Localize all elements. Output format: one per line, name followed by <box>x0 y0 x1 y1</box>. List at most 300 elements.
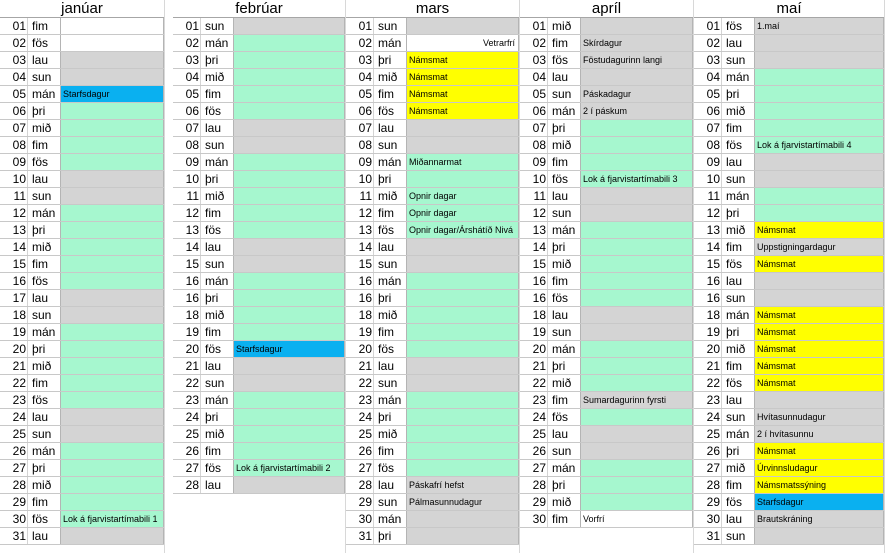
day-number[interactable]: 03 <box>0 52 28 68</box>
weekday-cell[interactable]: lau <box>726 512 743 526</box>
day-number[interactable]: 11 <box>0 188 28 204</box>
weekday-cell[interactable]: lau <box>726 274 743 288</box>
day-number[interactable]: 30 <box>346 511 374 527</box>
weekday-cell[interactable]: þri <box>552 478 566 492</box>
note-cell[interactable] <box>406 392 519 408</box>
note-cell[interactable] <box>60 494 164 510</box>
day-number[interactable]: 18 <box>0 307 28 323</box>
note-cell[interactable]: Brautskráning <box>754 511 884 527</box>
day-number[interactable]: 04 <box>694 69 722 85</box>
day-number[interactable]: 19 <box>520 324 548 340</box>
weekday-cell[interactable]: þri <box>726 206 740 220</box>
weekday-cell[interactable]: þri <box>205 291 219 305</box>
day-number[interactable]: 28 <box>0 477 28 493</box>
note-cell[interactable] <box>233 35 345 51</box>
weekday-cell[interactable]: mið <box>552 495 572 509</box>
weekday-cell[interactable]: fös <box>32 155 49 169</box>
note-cell[interactable] <box>406 409 519 425</box>
note-cell[interactable] <box>60 69 164 85</box>
day-number[interactable]: 11 <box>173 188 201 204</box>
weekday-cell[interactable]: mið <box>726 342 746 356</box>
weekday-cell[interactable]: mið <box>552 257 572 271</box>
day-number[interactable]: 30 <box>520 511 548 527</box>
weekday-cell[interactable]: mán <box>378 512 402 526</box>
day-number[interactable]: 22 <box>173 375 201 391</box>
note-cell[interactable]: Opnir dagar/Árshátíð Nivá <box>406 222 519 238</box>
note-cell[interactable] <box>754 290 884 306</box>
day-number[interactable]: 29 <box>346 494 374 510</box>
weekday-cell[interactable]: sun <box>726 529 746 543</box>
day-number[interactable]: 05 <box>0 86 28 102</box>
day-number[interactable]: 27 <box>173 460 201 476</box>
note-cell[interactable] <box>233 392 345 408</box>
weekday-cell[interactable]: fim <box>205 206 221 220</box>
note-cell[interactable]: Námsmat <box>406 69 519 85</box>
note-cell[interactable] <box>580 307 693 323</box>
day-number[interactable]: 05 <box>346 86 374 102</box>
day-number[interactable]: 01 <box>694 18 722 34</box>
note-cell[interactable]: Lok á fjarvistartímabili 3 <box>580 171 693 187</box>
day-number[interactable]: 29 <box>0 494 28 510</box>
day-number[interactable]: 05 <box>173 86 201 102</box>
note-cell[interactable] <box>233 324 345 340</box>
note-cell[interactable]: Skírdagur <box>580 35 693 51</box>
weekday-cell[interactable]: þri <box>552 121 566 135</box>
day-number[interactable]: 28 <box>346 477 374 493</box>
day-number[interactable]: 22 <box>0 375 28 391</box>
note-cell[interactable]: 1.maí <box>754 18 884 34</box>
weekday-cell[interactable]: fös <box>726 19 743 33</box>
note-cell[interactable]: Námsmat <box>754 324 884 340</box>
weekday-cell[interactable]: fim <box>205 87 221 101</box>
weekday-cell[interactable]: fim <box>32 376 48 390</box>
day-number[interactable]: 16 <box>346 290 374 306</box>
day-number[interactable]: 23 <box>520 392 548 408</box>
note-cell[interactable] <box>406 341 519 357</box>
note-cell[interactable] <box>754 120 884 136</box>
note-cell[interactable]: Námsmat <box>754 256 884 272</box>
day-number[interactable]: 15 <box>346 256 374 272</box>
day-number[interactable]: 12 <box>346 205 374 221</box>
note-cell[interactable] <box>406 358 519 374</box>
day-number[interactable]: 10 <box>694 171 722 187</box>
day-number[interactable]: 31 <box>346 528 374 544</box>
note-cell[interactable] <box>233 426 345 442</box>
weekday-cell[interactable]: fim <box>378 87 394 101</box>
day-number[interactable]: 14 <box>694 239 722 255</box>
weekday-cell[interactable]: sun <box>726 291 746 305</box>
day-number[interactable]: 14 <box>346 239 374 255</box>
note-cell[interactable] <box>60 409 164 425</box>
note-cell[interactable] <box>580 273 693 289</box>
note-cell[interactable] <box>233 171 345 187</box>
weekday-cell[interactable]: fös <box>552 410 569 424</box>
day-number[interactable]: 09 <box>173 154 201 170</box>
note-cell[interactable]: Sumardagurinn fyrsti <box>580 392 693 408</box>
weekday-cell[interactable]: fim <box>726 121 742 135</box>
note-cell[interactable]: Vorfrí <box>580 511 693 527</box>
weekday-cell[interactable]: þri <box>552 240 566 254</box>
weekday-cell[interactable]: sun <box>726 53 746 67</box>
day-number[interactable]: 16 <box>346 273 374 289</box>
day-number[interactable]: 07 <box>173 120 201 136</box>
note-cell[interactable]: Vetrarfrí <box>406 35 519 51</box>
note-cell[interactable] <box>233 358 345 374</box>
weekday-cell[interactable]: sun <box>32 427 52 441</box>
note-cell[interactable]: Námsmatssýning <box>754 477 884 493</box>
note-cell[interactable] <box>406 290 519 306</box>
weekday-cell[interactable]: sun <box>205 138 225 152</box>
note-cell[interactable] <box>406 511 519 527</box>
day-number[interactable]: 26 <box>694 443 722 459</box>
weekday-cell[interactable]: lau <box>378 240 395 254</box>
weekday-cell[interactable]: mið <box>378 427 398 441</box>
weekday-cell[interactable]: fös <box>32 36 49 50</box>
day-number[interactable]: 23 <box>346 392 374 408</box>
weekday-cell[interactable]: fös <box>726 257 743 271</box>
note-cell[interactable] <box>60 290 164 306</box>
day-number[interactable]: 11 <box>520 188 548 204</box>
weekday-cell[interactable]: þri <box>378 53 392 67</box>
note-cell[interactable] <box>580 341 693 357</box>
note-cell[interactable] <box>406 324 519 340</box>
day-number[interactable]: 21 <box>346 358 374 374</box>
weekday-cell[interactable]: mán <box>378 36 402 50</box>
note-cell[interactable] <box>406 171 519 187</box>
note-cell[interactable] <box>406 426 519 442</box>
day-number[interactable]: 18 <box>520 307 548 323</box>
day-number[interactable]: 16 <box>173 273 201 289</box>
note-cell[interactable] <box>60 426 164 442</box>
weekday-cell[interactable]: lau <box>205 121 222 135</box>
day-number[interactable]: 25 <box>173 426 201 442</box>
weekday-cell[interactable]: fim <box>552 512 568 526</box>
day-number[interactable]: 25 <box>694 426 722 442</box>
weekday-cell[interactable]: mán <box>726 70 750 84</box>
weekday-cell[interactable]: fös <box>378 342 395 356</box>
weekday-cell[interactable]: fös <box>378 104 395 118</box>
note-cell[interactable] <box>580 256 693 272</box>
note-cell[interactable] <box>233 86 345 102</box>
weekday-cell[interactable]: fös <box>205 342 222 356</box>
note-cell[interactable]: Pálmasunnudagur <box>406 494 519 510</box>
day-number[interactable]: 12 <box>520 205 548 221</box>
weekday-cell[interactable]: lau <box>726 393 743 407</box>
weekday-cell[interactable]: fös <box>726 138 743 152</box>
note-cell[interactable] <box>60 392 164 408</box>
note-cell[interactable]: Úrvinnsludagur <box>754 460 884 476</box>
day-number[interactable]: 13 <box>0 222 28 238</box>
day-number[interactable]: 01 <box>520 18 548 34</box>
note-cell[interactable] <box>233 52 345 68</box>
note-cell[interactable] <box>580 205 693 221</box>
day-number[interactable]: 03 <box>694 52 722 68</box>
day-number[interactable]: 09 <box>346 154 374 170</box>
note-cell[interactable] <box>60 460 164 476</box>
note-cell[interactable] <box>60 256 164 272</box>
day-number[interactable]: 09 <box>694 154 722 170</box>
day-number[interactable]: 12 <box>173 205 201 221</box>
day-number[interactable]: 25 <box>346 426 374 442</box>
note-cell[interactable] <box>754 392 884 408</box>
note-cell[interactable] <box>233 307 345 323</box>
weekday-cell[interactable]: fim <box>552 393 568 407</box>
note-cell[interactable]: Starfsdagur <box>60 86 164 102</box>
day-number[interactable]: 04 <box>346 69 374 85</box>
weekday-cell[interactable]: mán <box>378 155 402 169</box>
weekday-cell[interactable]: lau <box>205 478 222 492</box>
note-cell[interactable]: 2 í hvítasunnu <box>754 426 884 442</box>
weekday-cell[interactable]: lau <box>32 291 49 305</box>
note-cell[interactable] <box>580 443 693 459</box>
weekday-cell[interactable]: sun <box>32 70 52 84</box>
weekday-cell[interactable]: mið <box>552 19 572 33</box>
note-cell[interactable] <box>754 154 884 170</box>
weekday-cell[interactable]: mið <box>205 70 225 84</box>
weekday-cell[interactable]: mán <box>378 393 402 407</box>
note-cell[interactable]: Opnir dagar <box>406 188 519 204</box>
weekday-cell[interactable]: fim <box>205 444 221 458</box>
weekday-cell[interactable]: fös <box>552 291 569 305</box>
weekday-cell[interactable]: sun <box>205 19 225 33</box>
day-number[interactable]: 15 <box>694 256 722 272</box>
weekday-cell[interactable]: þri <box>205 172 219 186</box>
weekday-cell[interactable]: lau <box>378 359 395 373</box>
weekday-cell[interactable]: lau <box>32 53 49 67</box>
note-cell[interactable]: Miðannarmat <box>406 154 519 170</box>
note-cell[interactable] <box>580 324 693 340</box>
day-number[interactable]: 21 <box>694 358 722 374</box>
day-number[interactable]: 20 <box>0 341 28 357</box>
day-number[interactable]: 25 <box>0 426 28 442</box>
note-cell[interactable]: Námsmat <box>754 307 884 323</box>
weekday-cell[interactable]: sun <box>378 495 398 509</box>
weekday-cell[interactable]: mið <box>32 478 52 492</box>
weekday-cell[interactable]: sun <box>378 376 398 390</box>
day-number[interactable]: 04 <box>520 69 548 85</box>
day-number[interactable]: 23 <box>0 392 28 408</box>
day-number[interactable]: 24 <box>173 409 201 425</box>
note-cell[interactable] <box>233 103 345 119</box>
day-number[interactable]: 13 <box>346 222 374 238</box>
day-number[interactable]: 08 <box>173 137 201 153</box>
weekday-cell[interactable]: þri <box>378 172 392 186</box>
note-cell[interactable] <box>233 120 345 136</box>
day-number[interactable]: 27 <box>694 460 722 476</box>
note-cell[interactable] <box>233 69 345 85</box>
weekday-cell[interactable]: mið <box>205 189 225 203</box>
day-number[interactable]: 18 <box>346 307 374 323</box>
note-cell[interactable] <box>580 290 693 306</box>
weekday-cell[interactable]: mán <box>552 342 576 356</box>
note-cell[interactable] <box>754 273 884 289</box>
note-cell[interactable]: Starfsdagur <box>754 494 884 510</box>
weekday-cell[interactable]: mán <box>32 325 56 339</box>
weekday-cell[interactable]: lau <box>378 478 395 492</box>
day-number[interactable]: 15 <box>173 256 201 272</box>
weekday-cell[interactable]: fim <box>32 138 48 152</box>
day-number[interactable]: 27 <box>520 460 548 476</box>
weekday-cell[interactable]: lau <box>32 529 49 543</box>
weekday-cell[interactable]: mán <box>726 189 750 203</box>
note-cell[interactable]: Uppstigningardagur <box>754 239 884 255</box>
weekday-cell[interactable]: þri <box>205 410 219 424</box>
day-number[interactable]: 07 <box>0 120 28 136</box>
weekday-cell[interactable]: þri <box>32 223 46 237</box>
note-cell[interactable]: Páskafrí hefst <box>406 477 519 493</box>
note-cell[interactable] <box>233 18 345 34</box>
weekday-cell[interactable]: mið <box>378 308 398 322</box>
note-cell[interactable] <box>233 137 345 153</box>
note-cell[interactable] <box>60 324 164 340</box>
note-cell[interactable] <box>580 477 693 493</box>
day-number[interactable]: 22 <box>520 375 548 391</box>
note-cell[interactable] <box>580 494 693 510</box>
weekday-cell[interactable]: fim <box>726 240 742 254</box>
note-cell[interactable] <box>754 205 884 221</box>
note-cell[interactable] <box>60 103 164 119</box>
note-cell[interactable]: Páskadagur <box>580 86 693 102</box>
day-number[interactable]: 07 <box>694 120 722 136</box>
note-cell[interactable]: Lok á fjarvistartímabili 1 <box>60 511 164 527</box>
day-number[interactable]: 13 <box>173 222 201 238</box>
note-cell[interactable]: Námsmat <box>754 443 884 459</box>
note-cell[interactable] <box>406 18 519 34</box>
note-cell[interactable] <box>406 528 519 544</box>
day-number[interactable]: 20 <box>520 341 548 357</box>
day-number[interactable]: 04 <box>173 69 201 85</box>
day-number[interactable]: 08 <box>694 137 722 153</box>
weekday-cell[interactable]: fim <box>205 325 221 339</box>
note-cell[interactable] <box>580 239 693 255</box>
weekday-cell[interactable]: þri <box>32 104 46 118</box>
note-cell[interactable] <box>406 443 519 459</box>
day-number[interactable]: 19 <box>173 324 201 340</box>
weekday-cell[interactable]: mið <box>205 308 225 322</box>
weekday-cell[interactable]: mið <box>205 427 225 441</box>
note-cell[interactable] <box>60 35 164 51</box>
note-cell[interactable] <box>754 188 884 204</box>
weekday-cell[interactable]: lau <box>32 172 49 186</box>
note-cell[interactable] <box>60 443 164 459</box>
note-cell[interactable] <box>60 171 164 187</box>
weekday-cell[interactable]: mán <box>552 104 576 118</box>
day-number[interactable]: 16 <box>0 273 28 289</box>
note-cell[interactable] <box>233 290 345 306</box>
weekday-cell[interactable]: mið <box>32 359 52 373</box>
weekday-cell[interactable]: þri <box>378 529 392 543</box>
weekday-cell[interactable]: mán <box>378 274 402 288</box>
note-cell[interactable] <box>580 358 693 374</box>
day-number[interactable]: 19 <box>694 324 722 340</box>
note-cell[interactable] <box>406 239 519 255</box>
day-number[interactable]: 08 <box>520 137 548 153</box>
note-cell[interactable] <box>60 307 164 323</box>
day-number[interactable]: 20 <box>346 341 374 357</box>
note-cell[interactable] <box>754 52 884 68</box>
weekday-cell[interactable]: fös <box>32 393 49 407</box>
note-cell[interactable] <box>580 222 693 238</box>
weekday-cell[interactable]: þri <box>726 87 740 101</box>
weekday-cell[interactable]: fim <box>378 444 394 458</box>
day-number[interactable]: 23 <box>173 392 201 408</box>
weekday-cell[interactable]: lau <box>552 70 569 84</box>
note-cell[interactable] <box>406 273 519 289</box>
weekday-cell[interactable]: þri <box>378 291 392 305</box>
weekday-cell[interactable]: fim <box>552 274 568 288</box>
day-number[interactable]: 18 <box>694 307 722 323</box>
day-number[interactable]: 24 <box>0 409 28 425</box>
weekday-cell[interactable]: mán <box>726 427 750 441</box>
day-number[interactable]: 10 <box>173 171 201 187</box>
day-number[interactable]: 11 <box>346 188 374 204</box>
weekday-cell[interactable]: mán <box>726 308 750 322</box>
weekday-cell[interactable]: þri <box>205 53 219 67</box>
weekday-cell[interactable]: fim <box>552 36 568 50</box>
note-cell[interactable] <box>233 477 345 493</box>
weekday-cell[interactable]: mið <box>32 121 52 135</box>
weekday-cell[interactable]: fim <box>378 325 394 339</box>
weekday-cell[interactable]: sun <box>32 308 52 322</box>
day-number[interactable]: 01 <box>173 18 201 34</box>
weekday-cell[interactable]: mið <box>726 223 746 237</box>
weekday-cell[interactable]: sun <box>552 206 572 220</box>
weekday-cell[interactable]: lau <box>32 410 49 424</box>
day-number[interactable]: 03 <box>173 52 201 68</box>
day-number[interactable]: 20 <box>694 341 722 357</box>
day-number[interactable]: 27 <box>0 460 28 476</box>
weekday-cell[interactable]: mán <box>552 461 576 475</box>
note-cell[interactable] <box>406 137 519 153</box>
note-cell[interactable] <box>60 341 164 357</box>
weekday-cell[interactable]: lau <box>205 240 222 254</box>
weekday-cell[interactable]: sun <box>378 257 398 271</box>
day-number[interactable]: 06 <box>0 103 28 119</box>
weekday-cell[interactable]: sun <box>32 189 52 203</box>
day-number[interactable]: 03 <box>520 52 548 68</box>
weekday-cell[interactable]: lau <box>205 359 222 373</box>
note-cell[interactable] <box>233 409 345 425</box>
note-cell[interactable] <box>754 171 884 187</box>
weekday-cell[interactable]: lau <box>726 155 743 169</box>
note-cell[interactable] <box>60 188 164 204</box>
weekday-cell[interactable]: fös <box>32 512 49 526</box>
note-cell[interactable]: Námsmat <box>754 375 884 391</box>
note-cell[interactable] <box>60 120 164 136</box>
weekday-cell[interactable]: mán <box>32 444 56 458</box>
weekday-cell[interactable]: lau <box>552 308 569 322</box>
weekday-cell[interactable]: fim <box>32 495 48 509</box>
day-number[interactable]: 09 <box>520 154 548 170</box>
note-cell[interactable] <box>754 35 884 51</box>
weekday-cell[interactable]: sun <box>378 19 398 33</box>
note-cell[interactable] <box>60 528 164 544</box>
weekday-cell[interactable]: fim <box>726 478 742 492</box>
weekday-cell[interactable]: fös <box>726 376 743 390</box>
weekday-cell[interactable]: fös <box>552 53 569 67</box>
note-cell[interactable]: Námsmat <box>406 86 519 102</box>
day-number[interactable]: 16 <box>694 273 722 289</box>
day-number[interactable]: 10 <box>520 171 548 187</box>
day-number[interactable]: 24 <box>346 409 374 425</box>
day-number[interactable]: 19 <box>346 324 374 340</box>
weekday-cell[interactable]: mið <box>552 376 572 390</box>
day-number[interactable]: 24 <box>694 409 722 425</box>
note-cell[interactable] <box>406 375 519 391</box>
note-cell[interactable] <box>754 86 884 102</box>
day-number[interactable]: 15 <box>0 256 28 272</box>
day-number[interactable]: 16 <box>694 290 722 306</box>
